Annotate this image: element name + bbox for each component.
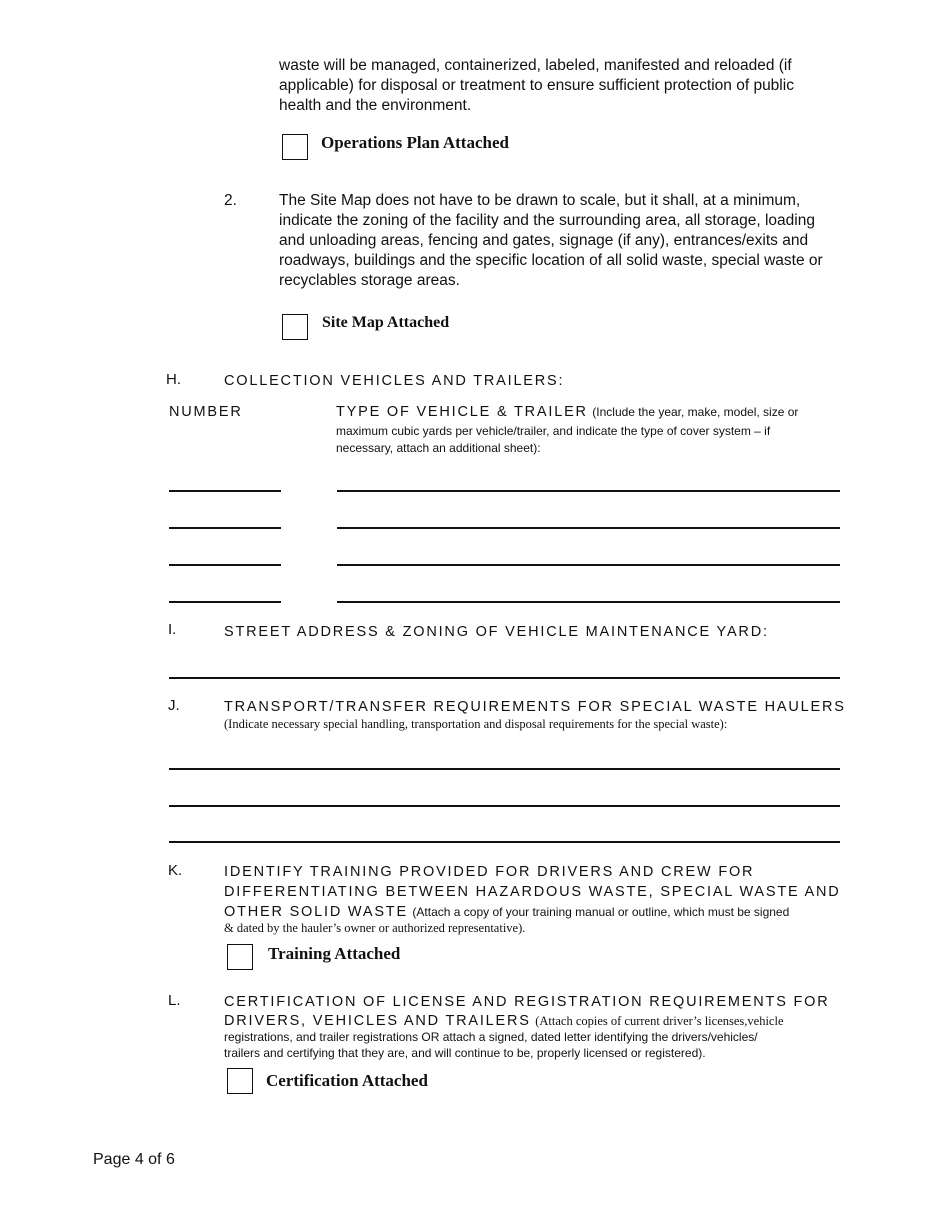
column-header-number: NUMBER (169, 404, 243, 420)
vehicle-type-field-1[interactable] (337, 490, 840, 492)
section-l-title-line-2-text: DRIVERS, VEHICLES AND TRAILERS (224, 1013, 531, 1029)
section-k-title-line-3-text: OTHER SOLID WASTE (224, 904, 408, 920)
site-map-paragraph: The Site Map does not have to be drawn to scale, but it shall, at a minimum, indicate the zoning of the facility and the surrounding area, all storage, loading and unloading areas, fencing and gates, signage (if any), entrances/exits and roadways, buildings and the specific location of all solid waste, special waste or recyclables storage areas. (279, 192, 823, 289)
section-l-note-c: trailers and certifying that they are, and will continue to be, properly licensed or registered). (224, 1046, 706, 1060)
vehicle-type-field-2[interactable] (337, 527, 840, 529)
certification-attached-checkbox[interactable] (227, 1068, 253, 1094)
section-k-title-line-3 (224, 902, 789, 922)
column-header-type (336, 402, 811, 456)
vehicle-type-field-4[interactable] (337, 601, 840, 603)
vehicle-type-field-3[interactable] (337, 564, 840, 566)
section-l-letter: L. (168, 992, 181, 1009)
training-attached-label: Training Attached (268, 944, 401, 963)
special-waste-requirements-field-1[interactable] (169, 768, 840, 770)
section-k-title-line-2: DIFFERENTIATING BETWEEN HAZARDOUS WASTE, SPECIAL WASTE AND (224, 884, 841, 900)
column-header-type-note: (Include the year, make, model, size or maximum cubic yards per vehicle/trailer, and indicate the type of cover system – if necessary, attach an additional sheet): (336, 405, 799, 455)
vehicle-number-field-4[interactable] (169, 601, 281, 603)
item-2-number: 2. (224, 192, 237, 209)
maintenance-yard-address-field[interactable] (169, 677, 840, 679)
section-l-title-line-1: CERTIFICATION OF LICENSE AND REGISTRATION REQUIREMENTS FOR (224, 994, 830, 1010)
section-i-letter: I. (168, 621, 177, 638)
section-l-title-line-2 (224, 1011, 784, 1031)
section-k-note-b: & dated by the hauler’s owner or authorized representative). (224, 921, 526, 935)
section-h-title: COLLECTION VEHICLES AND TRAILERS: (224, 373, 565, 389)
page-number: Page 4 of 6 (93, 1151, 175, 1168)
vehicle-number-field-3[interactable] (169, 564, 281, 566)
vehicle-number-field-1[interactable] (169, 490, 281, 492)
operations-plan-checkbox[interactable] (282, 134, 308, 160)
section-j-note: (Indicate necessary special handling, transportation and disposal requirements for the special waste): (224, 717, 728, 731)
certification-attached-label: Certification Attached (266, 1071, 428, 1090)
training-attached-checkbox[interactable] (227, 944, 253, 970)
section-j-letter: J. (168, 697, 180, 714)
operations-plan-paragraph: waste will be managed, containerized, labeled, manifested and reloaded (if applicable) for disposal or treatment to ensure sufficient protection of public health and the environment. (279, 57, 794, 114)
section-h-letter: H. (166, 371, 181, 388)
section-i-title: STREET ADDRESS & ZONING OF VEHICLE MAINTENANCE YARD: (224, 624, 769, 640)
section-j-title: TRANSPORT/TRANSFER REQUIREMENTS FOR SPECIAL WASTE HAULERS (224, 699, 846, 715)
section-k-title-line-1: IDENTIFY TRAINING PROVIDED FOR DRIVERS AND CREW FOR (224, 864, 755, 880)
operations-plan-checkbox-label: Operations Plan Attached (321, 133, 509, 152)
section-l-note-b: registrations, and trailer registrations OR attach a signed, dated letter identifying the drivers/vehicles/ (224, 1030, 758, 1044)
site-map-checkbox[interactable] (282, 314, 308, 340)
section-k-letter: K. (168, 862, 183, 879)
section-k-note-a: (Attach a copy of your training manual or outline, which must be signed (412, 905, 790, 919)
column-header-type-title: TYPE OF VEHICLE & TRAILER (336, 404, 588, 420)
site-map-checkbox-label: Site Map Attached (322, 314, 450, 331)
vehicle-number-field-2[interactable] (169, 527, 281, 529)
special-waste-requirements-field-2[interactable] (169, 805, 840, 807)
special-waste-requirements-field-3[interactable] (169, 841, 840, 843)
section-l-note-a: (Attach copies of current driver’s licenses,vehicle (535, 1014, 784, 1028)
